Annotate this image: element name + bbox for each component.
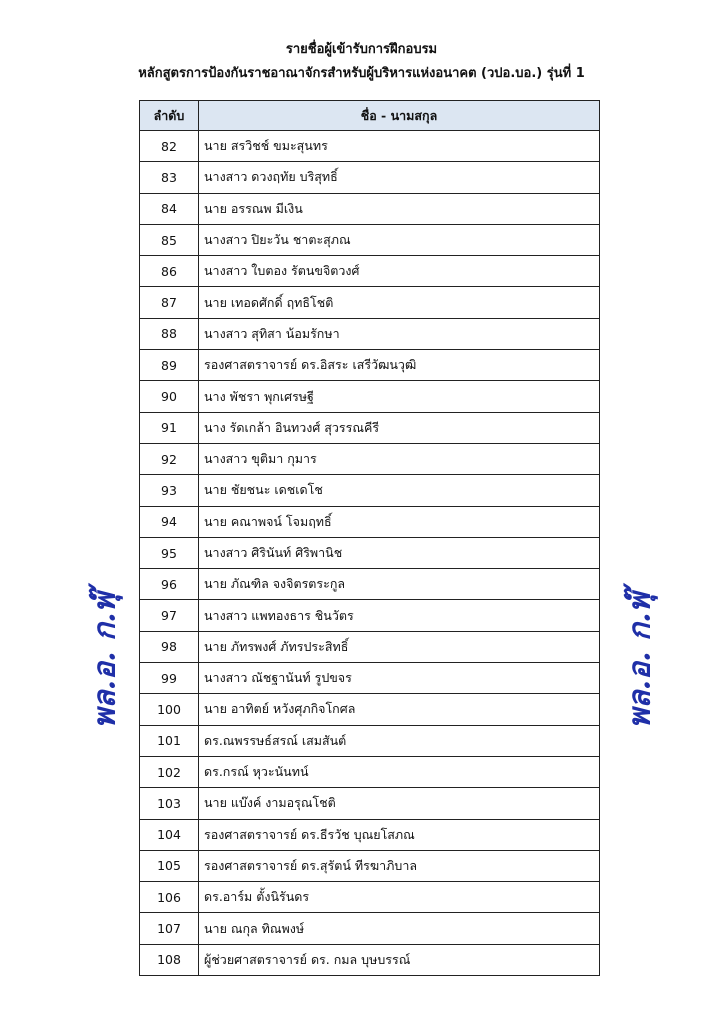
row-name: นาย ภัณฑิล จงจิตรตระกูล xyxy=(199,569,600,600)
row-number: 90 xyxy=(140,381,199,412)
row-number: 95 xyxy=(140,537,199,568)
table-row xyxy=(140,819,600,850)
row-number: 97 xyxy=(140,600,199,631)
table-row xyxy=(140,287,600,318)
table-row xyxy=(140,882,600,913)
row-number: 103 xyxy=(140,788,199,819)
table-row xyxy=(140,725,600,756)
row-name: นาย ณกุล ทิณพงษ์ xyxy=(199,913,600,944)
row-number: 88 xyxy=(140,318,199,349)
row-name: นางสาว ใบตอง รัตนขจิตวงศ์ xyxy=(199,256,600,287)
row-number: 96 xyxy=(140,569,199,600)
table-header-row xyxy=(140,101,600,131)
table-row xyxy=(140,600,600,631)
row-name: นางสาว ปิยะวัน ชาตะสุภณ xyxy=(199,224,600,255)
table-row xyxy=(140,631,600,662)
row-name: นางสาว ณัชฐานันท์ รูปขจร xyxy=(199,663,600,694)
table-row xyxy=(140,569,600,600)
row-name: นางสาว ดวงฤทัย บริสุทธิ์ xyxy=(199,162,600,193)
document-title: รายชื่อผู้เข้ารับการฝึกอบรม xyxy=(285,42,438,57)
row-name: นางสาว สุทิสา น้อมรักษา xyxy=(199,318,600,349)
document-subtitle: หลักสูตรการป้องกันราชอาณาจักรสำหรับผู้บริหารแห่งอนาคต (วปอ.บอ.) รุ่นที่ 1 xyxy=(138,66,585,81)
row-name: นาย เทอดศักดิ์ ฤทธิโชติ xyxy=(199,287,600,318)
participant-table xyxy=(139,100,600,976)
row-name: รองศาสตราจารย์ ดร.ธีรวัช บุณยโสภณ xyxy=(199,819,600,850)
row-number: 104 xyxy=(140,819,199,850)
table-row xyxy=(140,318,600,349)
row-name: นาย ภัทรพงศ์ ภัทรประสิทธิ์ xyxy=(199,631,600,662)
column-header-name: ชื่อ - นามสกุล xyxy=(199,101,600,131)
row-name: รองศาสตราจารย์ ดร.อิสระ เสรีวัฒนวุฒิ xyxy=(199,350,600,381)
row-name: นาย สรวิชช์ ขมะสุนทร xyxy=(199,131,600,162)
row-name: ผู้ช่วยศาสตราจารย์ ดร. กมล บุษบรรณ์ xyxy=(199,944,600,975)
row-number: 98 xyxy=(140,631,199,662)
row-number: 107 xyxy=(140,913,199,944)
table-body xyxy=(140,131,600,976)
table-row xyxy=(140,224,600,255)
row-number: 82 xyxy=(140,131,199,162)
table-row xyxy=(140,663,600,694)
table-row xyxy=(140,381,600,412)
row-name: นางสาว ศิรินันท์ ศิริพานิช xyxy=(199,537,600,568)
row-name: ดร.กรณ์ หุวะนันทน์ xyxy=(199,756,600,787)
handwritten-annotation-right: พล.อ. ก.พุ๊ xyxy=(622,592,658,729)
table-row xyxy=(140,537,600,568)
row-name: นาย แบ๊งค์ งามอรุณโชติ xyxy=(199,788,600,819)
table-row xyxy=(140,350,600,381)
row-name: นางสาว แพทองธาร ชินวัตร xyxy=(199,600,600,631)
row-number: 85 xyxy=(140,224,199,255)
table-row xyxy=(140,756,600,787)
row-name: นาย ชัยชนะ เดชเดโช xyxy=(199,475,600,506)
table-row xyxy=(140,788,600,819)
table-row xyxy=(140,256,600,287)
table-row xyxy=(140,475,600,506)
row-name: รองศาสตราจารย์ ดร.สุรัตน์ ทีรฆาภิบาล xyxy=(199,850,600,881)
column-header-order: ลำดับ xyxy=(140,101,199,131)
table-row xyxy=(140,162,600,193)
row-number: 92 xyxy=(140,443,199,474)
table-row xyxy=(140,412,600,443)
row-number: 101 xyxy=(140,725,199,756)
row-name: ดร.อาร์ม ตั้งนิรันดร xyxy=(199,882,600,913)
table-row xyxy=(140,443,600,474)
row-number: 89 xyxy=(140,350,199,381)
row-number: 87 xyxy=(140,287,199,318)
row-number: 93 xyxy=(140,475,199,506)
row-name: นางสาว ขุติมา กุมาร xyxy=(199,443,600,474)
table-row xyxy=(140,944,600,975)
row-number: 83 xyxy=(140,162,199,193)
row-name: นาย คณาพจน์ โจมฤทธิ์ xyxy=(199,506,600,537)
handwritten-annotation-left: พล.อ. ก.พุ๊ xyxy=(87,592,123,729)
table-row xyxy=(140,850,600,881)
row-number: 105 xyxy=(140,850,199,881)
row-number: 99 xyxy=(140,663,199,694)
row-name: นาง พัชรา พุกเศรษฐี xyxy=(199,381,600,412)
row-number: 100 xyxy=(140,694,199,725)
table-row xyxy=(140,506,600,537)
row-number: 91 xyxy=(140,412,199,443)
table-row xyxy=(140,913,600,944)
row-number: 106 xyxy=(140,882,199,913)
row-number: 86 xyxy=(140,256,199,287)
row-name: ดร.ณพรรษธ์สรณ์ เสมสันต์ xyxy=(199,725,600,756)
table-row xyxy=(140,694,600,725)
row-name: นาย อาทิตย์ หวังศุภกิจโกศล xyxy=(199,694,600,725)
row-number: 94 xyxy=(140,506,199,537)
row-number: 102 xyxy=(140,756,199,787)
row-name: นาย อรรณพ มีเงิน xyxy=(199,193,600,224)
row-name: นาง รัดเกล้า อินทวงศ์ สุวรรณคีรี xyxy=(199,412,600,443)
row-number: 84 xyxy=(140,193,199,224)
table-row xyxy=(140,193,600,224)
table-row xyxy=(140,131,600,162)
row-number: 108 xyxy=(140,944,199,975)
